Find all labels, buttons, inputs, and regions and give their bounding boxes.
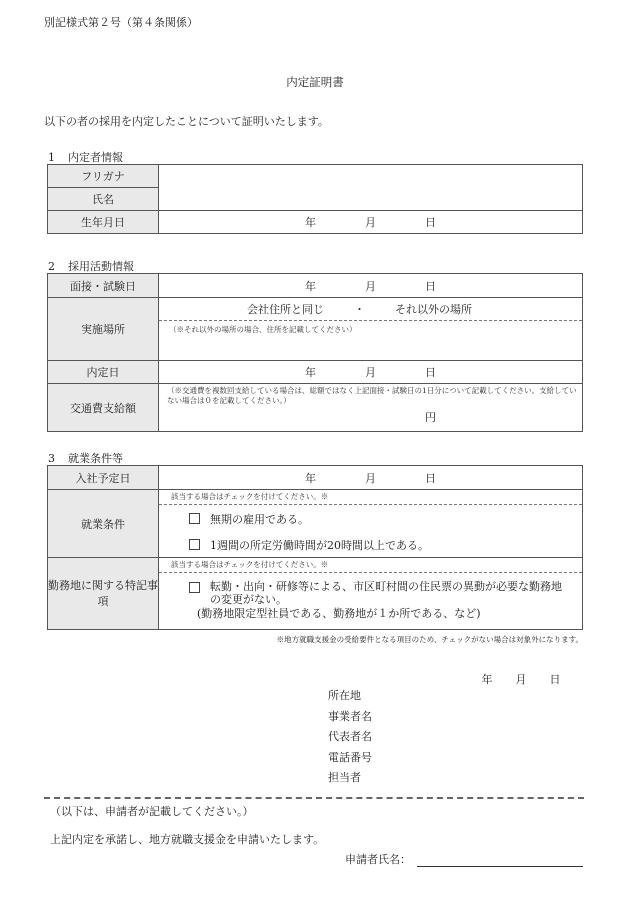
year-label: 年	[305, 366, 316, 379]
venue-note: （※それ以外の場所の場合、住所を記載してください）	[169, 325, 357, 334]
section1-number: 1	[48, 151, 55, 164]
transport-label: 交通費支給額	[48, 384, 159, 432]
venue-option-other[interactable]: それ以外の場所	[395, 303, 472, 316]
form-number-label: 別記様式第２号（第４条関係）	[44, 16, 198, 29]
offer-date-field[interactable]	[159, 361, 583, 384]
work-location-subtext: (勤務地限定型社員である、勤務地が１か所である、など)	[197, 607, 481, 620]
employer-phone-label: 電話番号	[328, 750, 372, 764]
birthdate-field[interactable]	[159, 211, 583, 234]
venue-separator: ・	[354, 303, 365, 316]
employment-conditions-table	[47, 465, 583, 630]
candidate-info-table	[47, 164, 583, 234]
employer-representative-label: 代表者名	[328, 730, 372, 743]
furigana-label: フリガナ	[48, 165, 159, 188]
interview-date-field[interactable]	[159, 274, 583, 298]
name-label: 氏名	[48, 188, 159, 211]
work-location-checkbox[interactable]	[159, 573, 582, 606]
offer-date-label: 内定日	[48, 361, 159, 384]
work-location-field	[159, 558, 583, 630]
employer-address-label: 所在地	[328, 689, 361, 702]
month-label: 月	[515, 673, 527, 686]
section1-heading	[48, 149, 123, 165]
section2-title: 採用活動情報	[68, 260, 134, 273]
intro-text: 以下の者の採用を内定したことについて証明いたします。	[44, 115, 329, 128]
condition-hours-text: 1週間の所定労働時間が20時間以上である。	[210, 539, 429, 552]
section1-title: 内定者情報	[68, 151, 123, 164]
start-date-label: 入社予定日	[48, 466, 159, 490]
checkbox-icon[interactable]	[189, 513, 200, 524]
work-location-text: 転勤・出向・研修等による、市区町村間の住民票の異動が必要な勤務地の変更がない。	[210, 580, 562, 606]
document-title: 内定証明書	[286, 75, 344, 89]
transport-field[interactable]	[159, 384, 583, 432]
section3-heading	[48, 450, 123, 466]
venue-field[interactable]	[159, 298, 583, 361]
year-label: 年	[305, 216, 316, 229]
applicant-note: （以下は、申請者が記載してください。）	[50, 805, 254, 818]
employer-company-label: 事業者名	[328, 709, 372, 723]
condition-permanent-text: 無期の雇用である。	[210, 513, 309, 526]
interview-date-label: 面接・試験日	[48, 274, 159, 298]
year-label: 年	[305, 471, 316, 485]
cut-line	[44, 797, 584, 799]
checkbox-icon[interactable]	[189, 582, 200, 593]
name-field[interactable]	[159, 165, 583, 211]
conditions-field	[159, 490, 583, 558]
day-label: 日	[425, 279, 436, 293]
section2-heading	[48, 258, 134, 274]
section3-number: 3	[48, 452, 55, 465]
day-label: 日	[425, 366, 436, 379]
month-label: 月	[365, 279, 376, 293]
issue-date	[470, 671, 572, 687]
applicant-signature-line[interactable]	[417, 866, 583, 867]
day-label: 日	[425, 216, 436, 229]
month-label: 月	[365, 366, 376, 379]
year-label: 年	[481, 673, 493, 686]
condition-hours-checkbox[interactable]	[159, 527, 582, 553]
start-date-field[interactable]	[159, 466, 583, 490]
employer-block	[328, 686, 372, 789]
month-label: 月	[365, 216, 376, 229]
application-statement: 上記内定を承諾し、地方就職支援金を申請いたします。	[50, 833, 325, 846]
condition-permanent-checkbox[interactable]	[159, 505, 582, 527]
yen-label: 円	[425, 411, 436, 424]
conditions-label: 就業条件	[48, 490, 159, 558]
transport-note: （※交通費を複数回支給している場合は、総額ではなく上記面接・試験日の1日分について記載してください。支給していない場合は０を記載してください。）	[167, 386, 577, 405]
day-label: 日	[425, 471, 436, 485]
footnote: ※地方就職支援金の受給要件となる項目のため、チェックがない場合は対象外になります。	[276, 635, 583, 644]
employer-contact-label: 担当者	[328, 771, 361, 784]
work-location-check-note: 該当する場合はチェックを付けてください。※	[159, 558, 582, 573]
birthdate-label: 生年月日	[48, 211, 159, 234]
day-label: 日	[549, 673, 561, 686]
checkbox-icon[interactable]	[189, 539, 200, 550]
month-label: 月	[365, 471, 376, 485]
section3-title: 就業条件等	[68, 452, 123, 465]
venue-label: 実施場所	[48, 298, 159, 361]
venue-option-same-address[interactable]: 会社住所と同じ	[247, 303, 324, 316]
applicant-name-label: 申請者氏名：	[345, 853, 411, 866]
year-label: 年	[305, 279, 316, 293]
conditions-check-note: 該当する場合はチェックを付けてください。※	[159, 490, 582, 505]
section2-number: 2	[48, 260, 55, 273]
recruitment-table	[47, 273, 583, 432]
work-location-label: 勤務地に関する特記事項	[48, 558, 159, 630]
